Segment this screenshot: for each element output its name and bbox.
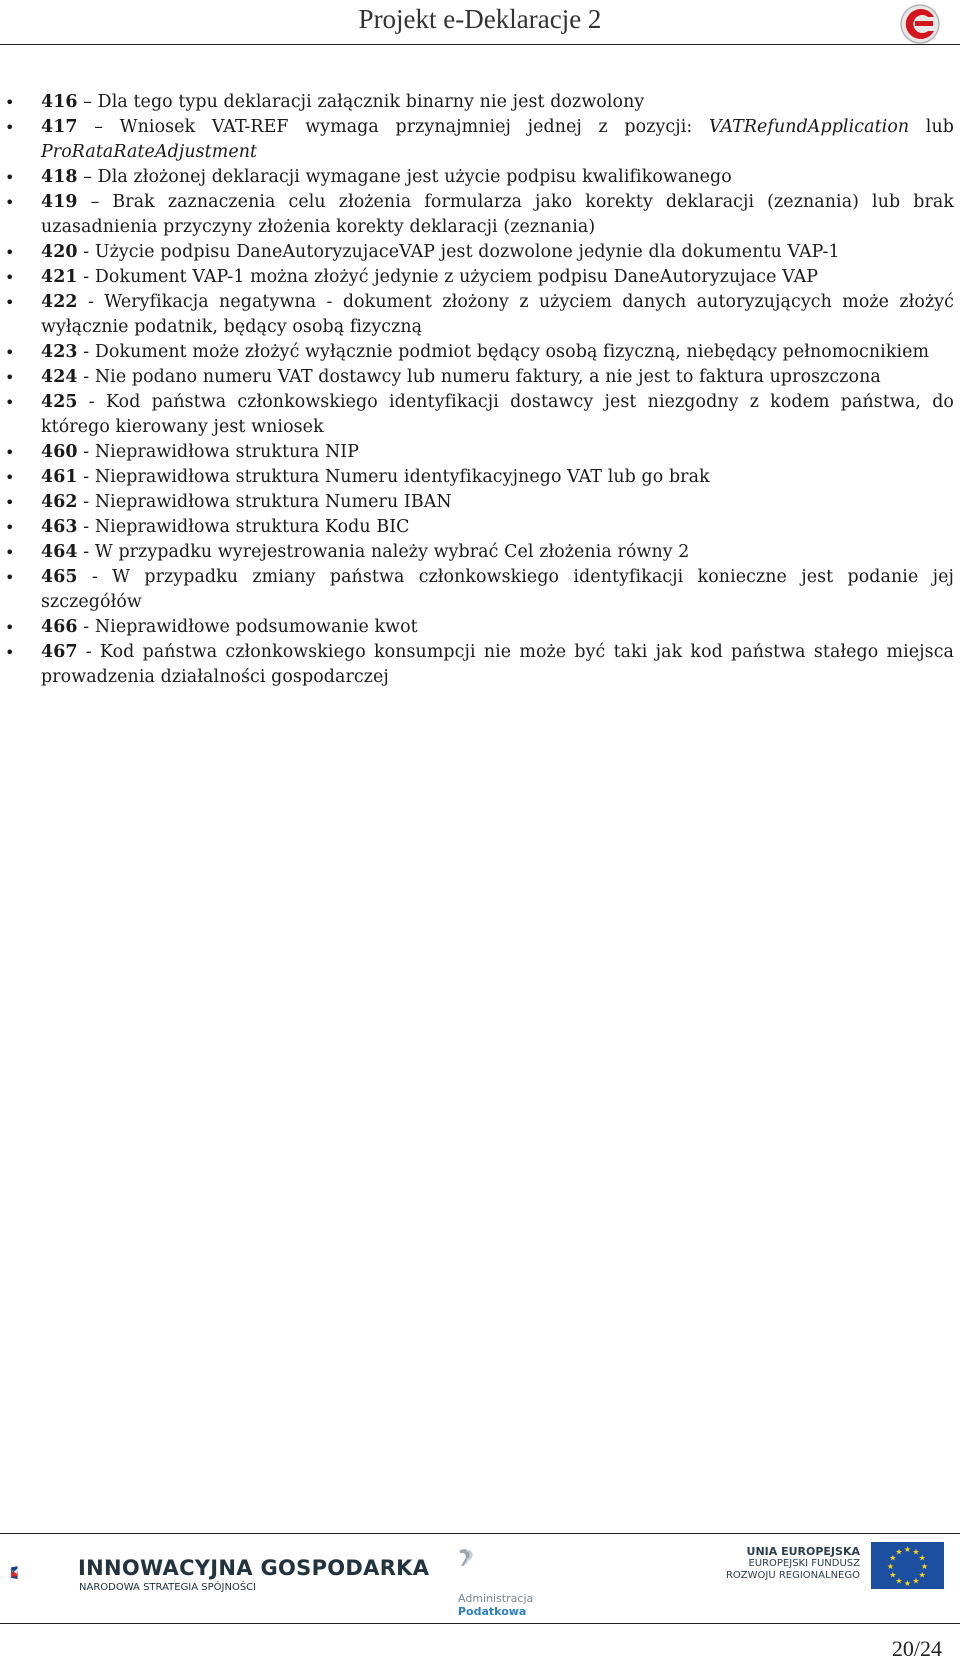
error-code: 461 [41,467,78,487]
separator: - [77,492,95,512]
conjunction: lub [909,117,954,137]
error-description: Kod państwa członkowskiego identyfikacji dostawcy jest niezgodny z kodem państwa, do którego kierowany jest wniosek [41,392,955,437]
list-item [0,565,960,615]
eu-line-1: UNIA EUROPEJSKA [746,1545,860,1558]
svg-text:★: ★ [903,1579,912,1588]
list-item [0,340,960,365]
eu-fund-label [726,1546,860,1582]
separator: - [77,242,95,262]
separator: - [77,617,95,637]
list-item [0,490,960,515]
list-item [0,290,960,340]
error-description: Dla tego typu deklaracji załącznik binarny nie jest dozwolony [97,92,645,112]
list-item [0,165,960,190]
separator: - [77,367,95,387]
svg-text:★: ★ [912,1576,920,1586]
list-item [0,115,960,165]
separator: - [77,467,95,487]
separator: - [77,392,106,412]
list-item [0,465,960,490]
error-description: Nieprawidłowa struktura Numeru IBAN [94,492,452,512]
separator: - [77,442,95,462]
error-code: 466 [41,617,78,637]
separator: - [77,542,95,562]
svg-text:★: ★ [889,1570,897,1580]
error-description: Kod państwa członkowskiego konsumpcji nie może być taki jak kod państwa stałego miejsca prowadzenia działalności gospodarczej [41,642,955,687]
svg-text:★: ★ [912,1547,920,1557]
error-code: 420 [41,242,78,262]
eu-flag-icon [871,1542,944,1589]
list-item [0,240,960,265]
separator: – [77,167,98,187]
separator: – [77,192,113,212]
error-code: 421 [41,267,78,287]
error-description: Nieprawidłowa struktura Kodu BIC [94,517,410,537]
svg-text:★: ★ [920,1562,929,1571]
list-item [0,365,960,390]
element-name: VATRefundApplication [708,117,910,137]
separator: - [77,292,105,312]
error-description: Dla złożonej deklaracji wymagane jest użycie podpisu kwalifikowanego [97,167,732,187]
svg-text:★: ★ [886,1562,895,1571]
list-item [0,640,960,690]
error-code-list [0,90,960,690]
error-description: Weryfikacja negatywna - dokument złożony z użyciem danych autoryzujących może złożyć wyłącznie podatnik, będący osobą fizyczną [41,292,954,337]
error-code: 416 [41,92,78,112]
separator: - [77,517,95,537]
administracja-podatkowa-logo-icon [455,1540,495,1588]
error-description: W przypadku zmiany państwa członkowskiego identyfikacji konieczne jest podanie jej szczegółów [41,567,954,612]
document-body [0,90,960,690]
innowacyjna-gospodarka-logo-icon [10,1535,80,1611]
innowacyjna-gospodarka-subtitle: NARODOWA STRATEGIA SPÓJNOŚCI [79,1582,257,1593]
error-description: Brak zaznaczenia celu złożenia formularza jako korekty deklaracji (zeznania) lub brak uzasadnienia przyczyny złożenia korekty deklaracji (zeznania) [41,192,954,237]
error-code: 465 [41,567,78,587]
error-code: 417 [41,117,78,137]
list-item [0,515,960,540]
list-item [0,90,960,115]
error-description: Dokument może złożyć wyłącznie podmiot będący osobą fizyczną, niebędący pełnomocnikiem [94,342,930,362]
error-description: Nieprawidłowa struktura Numeru identyfikacyjnego VAT lub go brak [94,467,710,487]
list-item [0,540,960,565]
separator: - [77,642,100,662]
svg-text:★: ★ [903,1545,912,1554]
svg-text:★: ★ [895,1547,903,1557]
svg-text:★: ★ [918,1570,926,1580]
innowacyjna-gospodarka-title: INNOWACYJNA GOSPODARKA [78,1556,430,1580]
separator: - [77,267,95,287]
separator: – [77,92,98,112]
error-description: Nie podano numeru VAT dostawcy lub numeru faktury, a nie jest to faktura uproszczona [94,367,881,387]
error-description: Nieprawidłowe podsumowanie kwot [94,617,418,637]
error-code: 422 [41,292,78,312]
error-description: Nieprawidłowa struktura NIP [94,442,360,462]
error-code: 425 [41,392,78,412]
svg-text:★: ★ [918,1553,926,1563]
list-item [0,265,960,290]
page-title: Projekt e-Deklaracje 2 [358,4,602,34]
error-description: Użycie podpisu DaneAutoryzujaceVAP jest dozwolone jedynie dla dokumentu VAP-1 [94,242,840,262]
error-code: 464 [41,542,78,562]
error-description: Wniosek VAT-REF wymaga przynajmniej jednej z pozycji: [119,117,709,137]
separator: – [77,117,120,137]
administracja-label: Administracja [458,1592,534,1605]
svg-text:★: ★ [895,1576,903,1586]
list-item [0,390,960,440]
separator: - [77,567,113,587]
error-code: 460 [41,442,78,462]
list-item [0,615,960,640]
page-header [0,0,960,46]
error-code: 467 [41,642,78,662]
error-code: 423 [41,342,78,362]
error-description: W przypadku wyrejestrowania należy wybrać Cel złożenia równy 2 [94,542,690,562]
error-code: 424 [41,367,78,387]
error-code: 463 [41,517,78,537]
error-code: 419 [41,192,78,212]
page-number: 20/24 [891,1636,942,1661]
header-divider [0,44,960,45]
podatkowa-label: Podatkowa [458,1605,527,1618]
e-deklaracje-logo-icon [898,2,942,46]
error-code: 462 [41,492,78,512]
element-name: ProRataRateAdjustment [41,142,258,162]
list-item [0,440,960,465]
eu-line-2: EUROPEJSKI FUNDUSZ [748,1558,860,1569]
list-item [0,190,960,240]
separator: - [77,342,95,362]
error-code: 418 [41,167,78,187]
svg-text:★: ★ [889,1553,897,1563]
footer-bottom-divider [0,1623,960,1624]
error-description: Dokument VAP-1 można złożyć jedynie z użyciem podpisu DaneAutoryzujace VAP [94,267,819,287]
eu-line-3: ROZWOJU REGIONALNEGO [725,1570,860,1581]
